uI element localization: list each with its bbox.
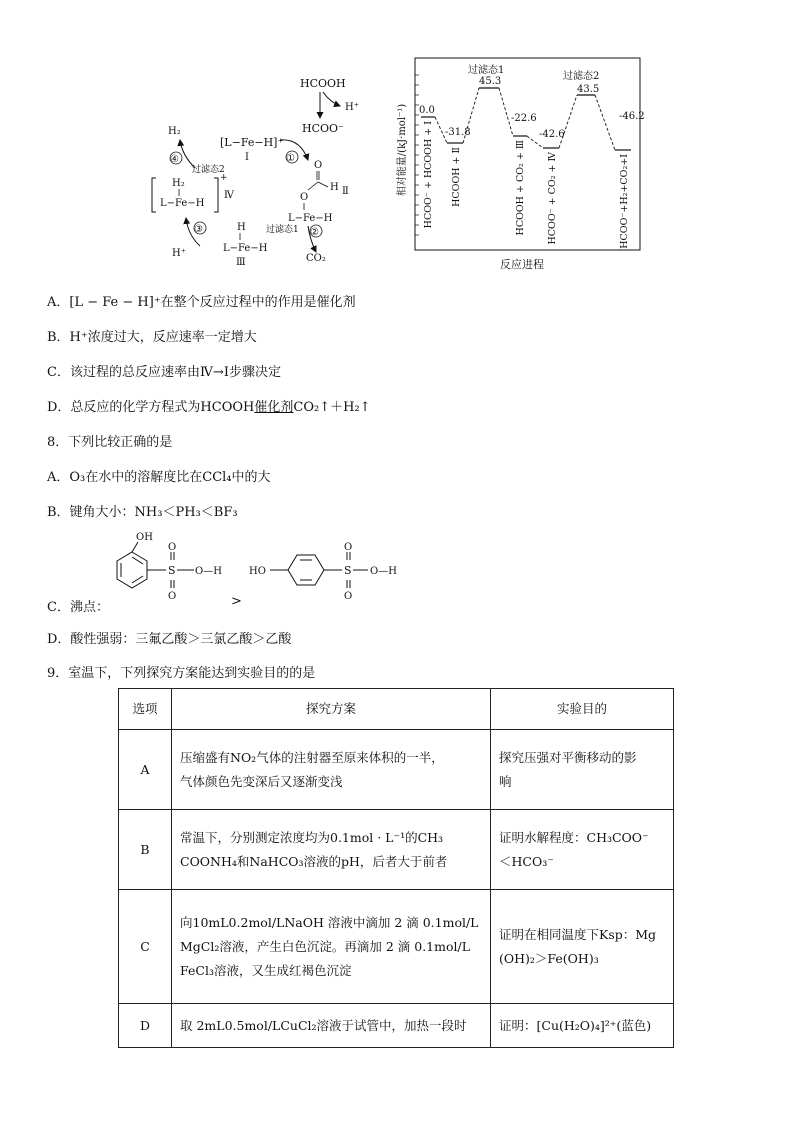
ii-h-label: H (330, 182, 339, 193)
row-a-plan-line-1: 压缩盛有NO₂气体的注射器至原来体积的一半， (180, 749, 444, 765)
table-row (119, 1004, 674, 1048)
ii-o-bottom: O (300, 192, 309, 203)
ts1-cycle-label: 过滤态1 (266, 225, 299, 235)
header-option: 选项 (119, 689, 172, 730)
arrow-h2-release (180, 140, 195, 168)
step4-num: ④ (170, 154, 179, 165)
table-row (119, 730, 674, 810)
q8-option-a: A．O₃在水中的溶解度比在CCl₄中的大 (47, 470, 271, 485)
hplus-bottom-label: H⁺ (172, 248, 186, 259)
iv-plus: + (220, 173, 228, 183)
q8-option-d: D．酸性强弱：三氟乙酸＞三氯乙酸＞乙酸 (47, 632, 292, 647)
header-goal: 实验目的 (491, 689, 674, 730)
iv-h2-label: H₂ (172, 178, 185, 189)
q7-d-pre: D．总反应的化学方程式为HCOOH (47, 400, 255, 415)
m1-oh: OH (136, 532, 153, 543)
row-b-option: B (119, 810, 172, 890)
q7-d-post: CO₂↑＋H₂↑ (293, 400, 371, 415)
table-row (119, 890, 674, 1004)
co2-label: CO₂ (306, 253, 326, 264)
m1-oh2: O—H (195, 566, 222, 577)
row-b-plan (172, 810, 491, 890)
q7-option-b: B．H⁺浓度过大，反应速率一定增大 (47, 330, 257, 345)
energy-profile-diagram (395, 55, 660, 275)
y-ticks (415, 75, 419, 235)
row-b-goal-line-1: 证明水解程度：CH₃COO⁻ (499, 829, 649, 845)
row-b-plan-line-1: 常温下，分别测定浓度均为0.1mol · L⁻¹的CH₃ (180, 829, 444, 845)
row-d-plan-line-1: 取 2mL0.5mol/LCuCl₂溶液于试管中，加热一段时 (180, 1017, 467, 1033)
row-c-plan-line-3: FeCl₃溶液，又生成红褐色沉淀 (180, 962, 352, 978)
ts2-cycle-label: 过滤态2 (192, 165, 225, 175)
table-header-row (119, 689, 674, 730)
iv-num: Ⅳ (224, 190, 234, 201)
ii-lfeh-label: L−Fe−H (288, 213, 333, 224)
molecule-2 (270, 552, 368, 588)
q7-d-condition: 催化剂 (254, 400, 294, 415)
species-2: HCOOH + CO₂ + Ⅲ (515, 140, 526, 236)
row-c-plan-line-1: 向10mL0.2mol/LNaOH 溶液中滴加 2 滴 0.1mol/L (180, 914, 479, 930)
row-d-plan (172, 1004, 491, 1048)
row-b-goal-line-2: ＜HCO₃⁻ (499, 853, 554, 869)
ts1-title: 过滤态1 (468, 65, 505, 76)
h2-label: H₂ (168, 126, 181, 137)
q9-stem: 9．室温下，下列探究方案能达到实验目的的是 (47, 666, 316, 681)
row-a-option: A (119, 730, 172, 810)
q7-option-c: C．该过程的总反应速率由Ⅳ→Ⅰ步骤决定 (47, 365, 281, 380)
q8-option-b: B．键角大小：NH₃＜PH₃＜BF₃ (47, 505, 238, 520)
step2-num: ② (310, 227, 319, 238)
ii-bond-3 (318, 182, 328, 187)
q8-stem: 8．下列比较正确的是 (47, 435, 173, 450)
iii-h-label: H (237, 222, 246, 233)
row-c-goal-line-1: 证明在相同温度下Ksp：Mg (499, 926, 657, 942)
step3-num: ③ (194, 224, 203, 235)
ii-o-top: O (314, 160, 323, 171)
row-d-goal (491, 1004, 674, 1048)
m2-o1: O (344, 542, 353, 553)
row-c-plan-line-2: MgCl₂溶液，产生白色沉淀。再滴加 2 滴 0.1mol/L (180, 938, 471, 954)
row-a-goal-line-1: 探究压强对平衡移动的影 (499, 749, 637, 765)
row-b-goal (491, 810, 674, 890)
row-c-goal (491, 890, 674, 1004)
m1-s: S (168, 564, 176, 577)
level-4: -42.6 (539, 129, 565, 140)
level-5: 43.5 (577, 84, 600, 95)
row-c-goal-line-2: (OH)₂＞Fe(OH)₃ (499, 950, 599, 966)
level-6: -46.2 (619, 111, 645, 122)
level-1: -31.8 (445, 127, 471, 138)
hcoo-label: HCOO⁻ (302, 122, 344, 135)
row-a-goal-line-2: 响 (499, 773, 512, 789)
m2-ho: HO (249, 566, 266, 577)
row-a-goal (491, 730, 674, 810)
species-0: HCOO⁻ + HCOOH + Ⅰ (423, 121, 434, 229)
ii-num: Ⅱ (342, 186, 349, 197)
level-0: 0.0 (419, 105, 435, 116)
species-3: HCOO⁻ + CO₂ + Ⅳ (547, 152, 558, 245)
iii-num: Ⅲ (236, 257, 246, 268)
q7-option-d (47, 396, 371, 415)
table-row (119, 810, 674, 890)
arrow-hplus-out (323, 92, 340, 106)
catalytic-cycle-diagram (140, 60, 390, 275)
row-b-plan-line-2: COONH₄和NaHCO₃溶液的pH，后者大于前者 (180, 853, 448, 869)
header-plan: 探究方案 (172, 689, 491, 730)
m1-o2: O (168, 591, 177, 602)
m1-o1: O (168, 542, 177, 553)
q8-c-greater-than: > (231, 594, 242, 609)
row-c-plan (172, 890, 491, 1004)
level-3: -22.6 (511, 113, 537, 124)
iv-lfeh-label: L−Fe−H (160, 198, 205, 209)
row-d-goal-line-1: 证明：[Cu(H₂O)₄]²⁺(蓝色) (499, 1017, 652, 1033)
m2-oh2: O—H (370, 566, 397, 577)
q8-option-c: C．沸点： (47, 600, 109, 615)
energy-ylabel: 相对能量/(kJ·mol⁻¹) (397, 103, 408, 197)
m2-s: S (344, 564, 352, 577)
catalyst-i-num: Ⅰ (245, 152, 249, 163)
level-2: 45.3 (479, 76, 502, 87)
iv-bracket-left (152, 178, 156, 212)
q8-structures (100, 530, 420, 610)
m2-o2: O (344, 591, 353, 602)
ts2-title: 过滤态2 (563, 71, 600, 82)
q9-table (118, 688, 674, 1048)
energy-frame (415, 58, 640, 250)
step1-num: ① (286, 153, 295, 164)
q7-option-a: A．[L − Fe − H]⁺在整个反应过程中的作用是催化剂 (47, 295, 356, 310)
row-d-option: D (119, 1004, 172, 1048)
row-c-option: C (119, 890, 172, 1004)
hplus-top-label: H⁺ (345, 102, 359, 113)
energy-xlabel: 反应进程 (500, 258, 544, 271)
iv-bracket-right (214, 178, 218, 212)
catalyst-i-label: [L−Fe−H]⁺ (220, 136, 284, 149)
molecule-1 (117, 542, 194, 588)
row-a-plan (172, 730, 491, 810)
species-1: HCOOH + Ⅱ (451, 147, 462, 207)
hcooh-label: HCOOH (300, 77, 346, 90)
species-4: HCOO⁻+H₂+CO₂+Ⅰ (619, 154, 630, 249)
row-a-plan-line-2: 气体颜色先变深后又逐渐变浅 (180, 773, 343, 789)
ii-bond-4 (308, 182, 318, 190)
iii-lfeh-label: L−Fe−H (223, 243, 268, 254)
